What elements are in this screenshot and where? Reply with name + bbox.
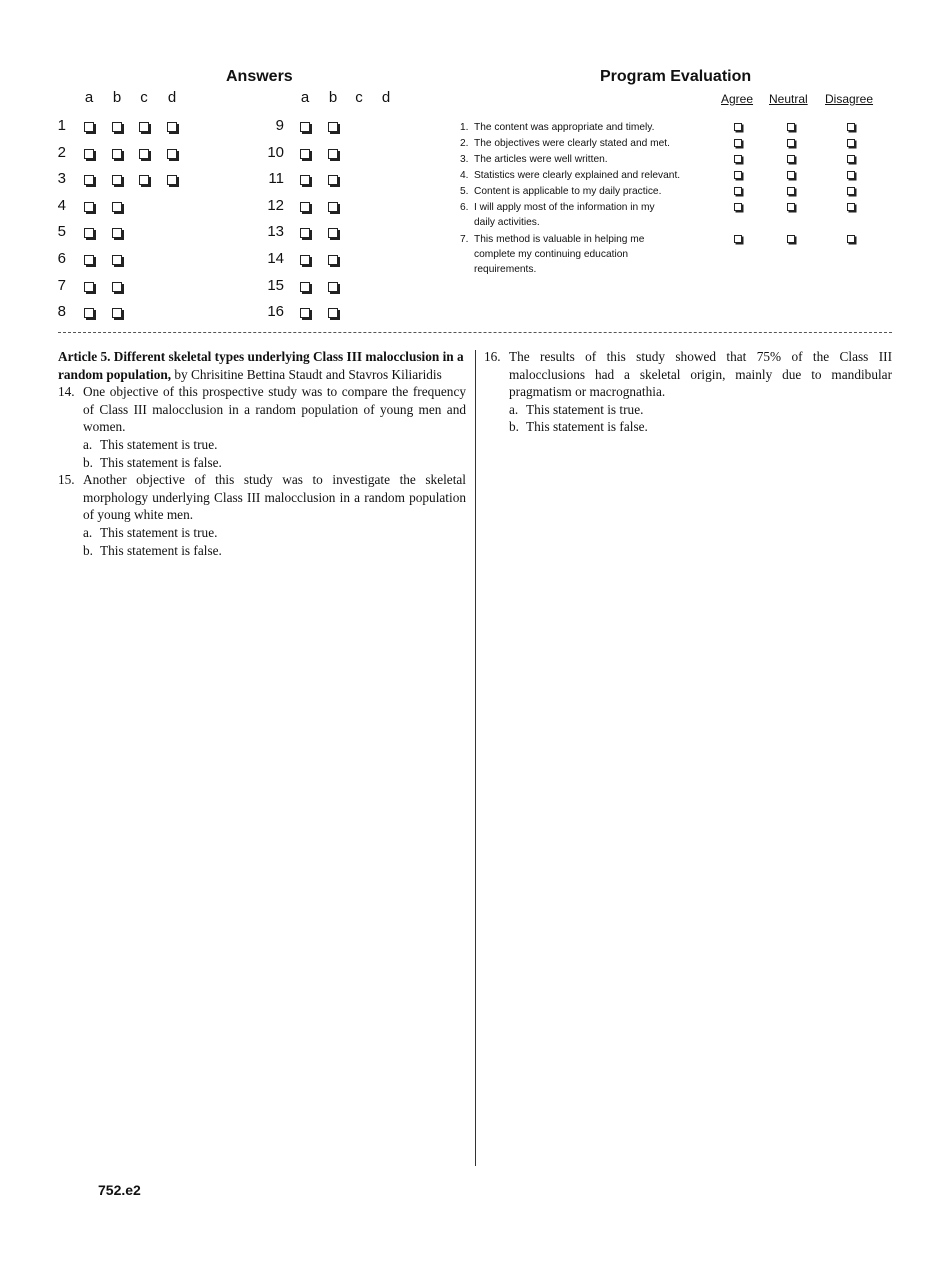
answer-checkbox-11-a[interactable] xyxy=(300,175,310,185)
option-label: b. xyxy=(509,419,519,435)
answer-number: 15 xyxy=(267,276,284,294)
evaluation-item-number: 1. xyxy=(460,122,469,133)
answer-checkbox-8-a[interactable] xyxy=(84,308,94,318)
evaluation-item-text: This method is valuable in helping me complete my continuing education requirements. xyxy=(474,234,645,275)
answer-checkbox-5-a[interactable] xyxy=(84,228,94,238)
column-disagree: Disagree xyxy=(825,92,874,106)
option-text: This statement is false. xyxy=(526,419,648,435)
evaluation-checkbox-7-agree[interactable] xyxy=(734,235,742,243)
article-authors: by Chrisitine Bettina Staudt and Stavros Kiliaridis xyxy=(171,366,442,382)
answer-number: 12 xyxy=(267,196,284,214)
option-15a xyxy=(58,524,466,542)
option-text: This statement is true. xyxy=(100,436,218,452)
answer-checkbox-16-a[interactable] xyxy=(300,308,310,318)
option-text: This statement is true. xyxy=(526,401,644,417)
answer-checkbox-13-a[interactable] xyxy=(300,228,310,238)
evaluation-item-text: The articles were well written. xyxy=(474,154,608,165)
answer-checkbox-9-a[interactable] xyxy=(300,122,310,132)
evaluation-item-number: 7. xyxy=(460,234,469,245)
evaluation-item-number: 5. xyxy=(460,186,469,197)
answer-checkbox-2-c[interactable] xyxy=(139,149,149,159)
answer-number: 5 xyxy=(57,223,66,241)
option-text: This statement is false. xyxy=(100,454,222,470)
option-label: a. xyxy=(509,401,519,417)
evaluation-checkbox-1-neutral[interactable] xyxy=(787,123,795,131)
evaluation-checkbox-5-agree[interactable] xyxy=(734,187,742,195)
answer-number: 16 xyxy=(267,303,284,321)
letter-b: b xyxy=(328,89,338,106)
answer-checkbox-2-d[interactable] xyxy=(167,149,177,159)
question-16 xyxy=(484,348,892,401)
article-title: Article 5. Different skeletal types underlying Class III malocclusion in a random population, xyxy=(58,349,464,382)
evaluation-checkbox-1-disagree[interactable] xyxy=(847,123,855,131)
answer-checkbox-6-b[interactable] xyxy=(112,255,122,265)
answer-checkbox-11-b[interactable] xyxy=(328,175,338,185)
letter-d: d xyxy=(167,89,177,106)
answer-number: 13 xyxy=(267,223,284,241)
evaluation-checkbox-4-neutral[interactable] xyxy=(787,171,795,179)
answer-checkbox-4-b[interactable] xyxy=(112,202,122,212)
evaluation-checkbox-2-disagree[interactable] xyxy=(847,139,855,147)
column-agree: Agree xyxy=(721,92,754,106)
answer-checkbox-1-d[interactable] xyxy=(167,122,177,132)
option-15b xyxy=(58,542,466,560)
option-label: a. xyxy=(83,524,93,540)
letter-a: a xyxy=(84,89,94,106)
answer-number: 8 xyxy=(57,303,66,321)
question-15 xyxy=(58,471,466,524)
answer-checkbox-1-c[interactable] xyxy=(139,122,149,132)
evaluation-checkbox-6-disagree[interactable] xyxy=(847,203,855,211)
answer-checkbox-9-b[interactable] xyxy=(328,122,338,132)
question-text: Another objective of this study was to investigate the skeletal morphology underlying Class III malocclusion in a random population of young white men. xyxy=(83,472,466,523)
answer-checkbox-3-b[interactable] xyxy=(112,175,122,185)
letter-d: d xyxy=(381,89,391,106)
evaluation-checkbox-7-disagree[interactable] xyxy=(847,235,855,243)
option-label: b. xyxy=(83,542,93,558)
answer-checkbox-2-b[interactable] xyxy=(112,149,122,159)
evaluation-checkbox-6-neutral[interactable] xyxy=(787,203,795,211)
letter-b: b xyxy=(112,89,122,106)
answer-checkbox-6-a[interactable] xyxy=(84,255,94,265)
option-label: b. xyxy=(83,454,93,470)
answer-checkbox-3-c[interactable] xyxy=(139,175,149,185)
answer-number: 9 xyxy=(275,117,284,134)
option-16a xyxy=(484,401,892,419)
right-column xyxy=(484,348,892,436)
evaluation-checkbox-3-disagree[interactable] xyxy=(847,155,855,163)
answer-number: 10 xyxy=(267,143,284,161)
answer-checkbox-1-b[interactable] xyxy=(112,122,122,132)
answer-checkbox-10-b[interactable] xyxy=(328,149,338,159)
answer-number: 7 xyxy=(57,276,66,294)
answer-number: 14 xyxy=(267,250,284,267)
page-number: 752.e2 xyxy=(98,1182,141,1198)
evaluation-title: Program Evaluation xyxy=(600,68,752,85)
evaluation-item-text: Content is applicable to my daily practice. xyxy=(474,186,662,197)
answer-checkbox-12-a[interactable] xyxy=(300,202,310,212)
column-divider xyxy=(475,350,476,1166)
answer-checkbox-5-b[interactable] xyxy=(112,228,122,238)
letter-c: c xyxy=(140,89,148,106)
answer-number: 3 xyxy=(57,170,66,188)
evaluation-checkbox-5-disagree[interactable] xyxy=(847,187,855,195)
answer-checkbox-2-a[interactable] xyxy=(84,149,94,159)
evaluation-checkbox-1-agree[interactable] xyxy=(734,123,742,131)
answer-checkbox-7-a[interactable] xyxy=(84,282,94,292)
evaluation-checkbox-2-neutral[interactable] xyxy=(787,139,795,147)
evaluation-checkbox-2-agree[interactable] xyxy=(734,139,742,147)
answer-number: 1 xyxy=(57,117,66,134)
answer-checkbox-4-a[interactable] xyxy=(84,202,94,212)
evaluation-checkbox-3-agree[interactable] xyxy=(734,155,742,163)
answer-number: 2 xyxy=(57,143,66,161)
column-neutral: Neutral xyxy=(769,92,808,106)
question-number: 14. xyxy=(58,384,75,400)
evaluation-checkbox-5-neutral[interactable] xyxy=(787,187,795,195)
evaluation-item-text: Statistics were clearly explained and relevant. xyxy=(474,170,681,181)
question-14 xyxy=(58,383,466,436)
answer-number: 4 xyxy=(57,196,66,214)
option-text: This statement is true. xyxy=(100,524,218,540)
evaluation-checkbox-4-disagree[interactable] xyxy=(847,171,855,179)
evaluation-item-number: 2. xyxy=(460,138,469,149)
letter-c: c xyxy=(355,89,363,106)
answer-checkbox-1-a[interactable] xyxy=(84,122,94,132)
question-text: The results of this study showed that 75% of the Class III malocclusions had a skeletal origin, mainly due to mandibular pragmatism or macrognathia. xyxy=(509,349,892,400)
answer-checkbox-15-a[interactable] xyxy=(300,282,310,292)
article-heading xyxy=(58,348,466,383)
dashed-separator xyxy=(58,332,892,333)
evaluation-checkbox-6-agree[interactable] xyxy=(734,203,742,211)
option-14a xyxy=(58,436,466,454)
question-text: One objective of this prospective study was to compare the frequency of Class III malocclusion in a random population of young men and women. xyxy=(83,384,466,435)
letter-a: a xyxy=(300,89,310,106)
option-label: a. xyxy=(83,436,93,452)
answer-checkbox-7-b[interactable] xyxy=(112,282,122,292)
answer-number: 11 xyxy=(268,170,284,188)
question-number: 16. xyxy=(484,349,501,364)
evaluation-item-number: 3. xyxy=(460,154,469,165)
answer-checkbox-3-a[interactable] xyxy=(84,175,94,185)
evaluation-checkbox-3-neutral[interactable] xyxy=(787,155,795,163)
answer-number: 6 xyxy=(57,250,66,267)
answer-checkbox-16-b[interactable] xyxy=(328,308,338,318)
answer-checkbox-15-b[interactable] xyxy=(328,282,338,292)
answer-checkbox-14-b[interactable] xyxy=(328,255,338,265)
answer-checkbox-14-a[interactable] xyxy=(300,255,310,265)
answer-checkbox-3-d[interactable] xyxy=(167,175,177,185)
answer-checkbox-10-a[interactable] xyxy=(300,149,310,159)
question-number: 15. xyxy=(58,472,75,488)
option-text: This statement is false. xyxy=(100,542,222,558)
evaluation-item-number: 4. xyxy=(460,170,469,181)
evaluation-checkbox-7-neutral[interactable] xyxy=(787,235,795,243)
evaluation-item-text: The content was appropriate and timely. xyxy=(474,122,655,133)
left-column xyxy=(58,348,466,559)
answer-checkbox-8-b[interactable] xyxy=(112,308,122,318)
evaluation-item-text: I will apply most of the information in my daily activities. xyxy=(474,202,655,228)
answer-checkbox-12-b[interactable] xyxy=(328,202,338,212)
option-16b xyxy=(484,418,892,436)
evaluation-checkbox-4-agree[interactable] xyxy=(734,171,742,179)
evaluation-item-number: 6. xyxy=(460,202,469,213)
evaluation-item-text: The objectives were clearly stated and met. xyxy=(474,138,670,149)
answer-checkbox-13-b[interactable] xyxy=(328,228,338,238)
option-14b xyxy=(58,454,466,472)
answers-title: Answers xyxy=(226,68,293,85)
